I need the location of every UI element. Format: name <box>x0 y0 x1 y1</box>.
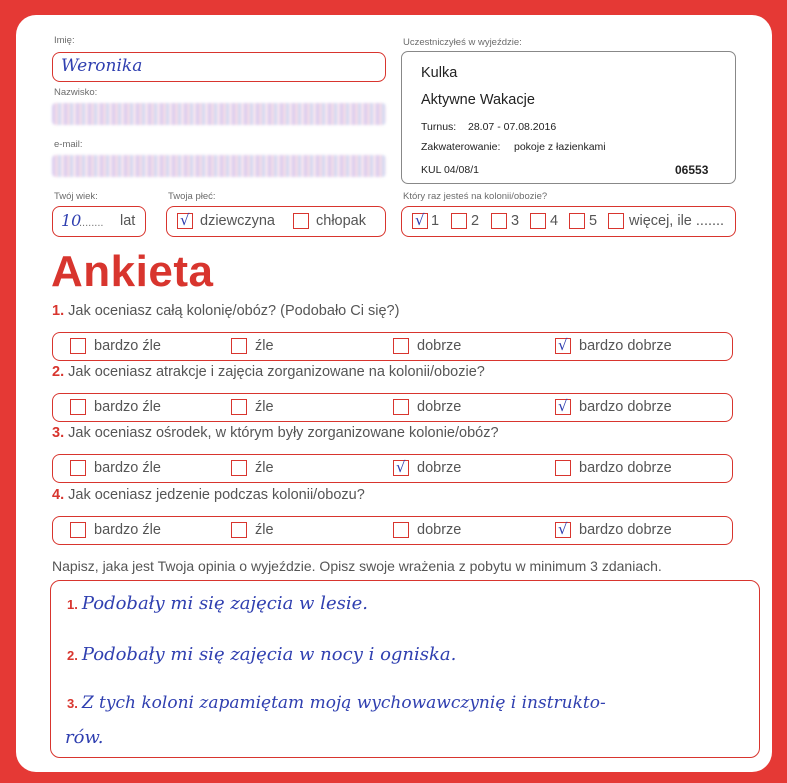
email-label: e-mail: <box>54 139 83 150</box>
answer-option-label: źle <box>255 338 274 354</box>
check-mark-icon: √ <box>558 520 568 538</box>
answer-checkbox[interactable] <box>393 399 409 415</box>
question-number: 4. <box>52 487 65 503</box>
trip-stamp <box>401 51 736 184</box>
answer-checkbox[interactable] <box>393 338 409 354</box>
stamp-line-2: Aktywne Wakacje <box>421 92 535 108</box>
times-option-1: 1 <box>431 213 440 229</box>
surname-redacted <box>52 103 386 125</box>
question-number: 3. <box>52 425 65 441</box>
name-label: Imię: <box>54 35 75 46</box>
answer-row-4 <box>52 516 733 545</box>
answer-option-label: źle <box>255 460 274 476</box>
answer-checkbox[interactable] <box>555 338 571 354</box>
answer-option-label: bardzo źle <box>94 522 161 538</box>
age-field[interactable] <box>52 206 146 237</box>
opinion-line-3 <box>67 693 606 713</box>
age-dots: ........ <box>79 217 104 229</box>
answer-checkbox[interactable] <box>555 522 571 538</box>
stamp-code: KUL 04/08/1 <box>421 164 479 176</box>
answer-checkbox[interactable] <box>70 338 86 354</box>
gender-label: Twoja płeć: <box>168 191 216 202</box>
times-option-more: więcej, ile ....... <box>629 213 725 229</box>
opinion-line-number: 3. <box>67 696 78 711</box>
answer-option-label: bardzo źle <box>94 399 161 415</box>
check-mark-icon: √ <box>180 211 190 229</box>
answer-option-label: dobrze <box>417 399 462 415</box>
times-checkbox-4[interactable] <box>530 213 546 229</box>
times-option-4: 4 <box>550 213 559 229</box>
question-number: 1. <box>52 303 65 319</box>
question-2 <box>52 364 485 380</box>
check-mark-icon: √ <box>396 458 406 476</box>
name-field[interactable] <box>52 52 386 82</box>
opinion-line-2 <box>67 644 456 665</box>
times-checkbox-1[interactable] <box>412 213 428 229</box>
answer-checkbox[interactable] <box>231 460 247 476</box>
answer-option-label: dobrze <box>417 338 462 354</box>
surname-label: Nazwisko: <box>54 87 98 98</box>
gender-checkbox-boy[interactable] <box>293 213 309 229</box>
stamp-accom-label: Zakwaterowanie: <box>421 141 501 153</box>
question-text: Jak oceniasz ośrodek, w którym były zorganizowane kolonie/obóz? <box>68 425 499 441</box>
answer-option-label: bardzo źle <box>94 460 161 476</box>
times-option-3: 3 <box>511 213 520 229</box>
answer-checkbox[interactable] <box>555 399 571 415</box>
times-option-2: 2 <box>471 213 480 229</box>
age-unit: lat <box>120 213 136 229</box>
question-1 <box>52 303 399 319</box>
stamp-turnus-label: Turnus: <box>421 121 457 133</box>
question-text: Jak oceniasz całą kolonię/obóz? (Podobało Ci się?) <box>68 303 400 319</box>
opinion-line-4 <box>65 727 103 748</box>
gender-option-boy: chłopak <box>316 213 366 229</box>
age-value: 10 <box>61 211 82 230</box>
stamp-accom-value: pokoje z łazienkami <box>514 141 606 153</box>
answer-checkbox[interactable] <box>231 399 247 415</box>
times-checkbox-2[interactable] <box>451 213 467 229</box>
gender-group <box>166 206 386 237</box>
check-mark-icon: √ <box>558 336 568 354</box>
times-checkbox-more[interactable] <box>608 213 624 229</box>
answer-option-label: źle <box>255 399 274 415</box>
opinion-box[interactable] <box>50 580 760 758</box>
answer-checkbox[interactable] <box>231 338 247 354</box>
question-number: 2. <box>52 364 65 380</box>
answer-checkbox[interactable] <box>231 522 247 538</box>
question-text: Jak oceniasz atrakcje i zajęcia zorganizowane na kolonii/obozie? <box>68 364 485 380</box>
participant-label: Uczestniczyłeś w wyjeździe: <box>403 37 522 48</box>
age-label: Twój wiek: <box>54 191 98 202</box>
opinion-line-1 <box>67 593 368 614</box>
opinion-line-text: Z tych koloni zapamiętam moją wychowawczynię i instrukto- <box>81 693 606 713</box>
check-mark-icon: √ <box>558 397 568 415</box>
times-group <box>401 206 736 237</box>
opinion-line-text: rów. <box>65 727 104 748</box>
answer-checkbox[interactable] <box>70 460 86 476</box>
survey-title: Ankieta <box>51 247 214 296</box>
answer-checkbox[interactable] <box>393 460 409 476</box>
survey-sheet <box>16 15 772 772</box>
answer-row-3 <box>52 454 733 483</box>
answer-option-label: bardzo dobrze <box>579 399 672 415</box>
opinion-line-text: Podobały mi się zajęcia w lesie. <box>81 593 368 614</box>
email-redacted <box>52 155 386 177</box>
answer-option-label: bardzo dobrze <box>579 338 672 354</box>
answer-option-label: dobrze <box>417 460 462 476</box>
times-option-5: 5 <box>589 213 598 229</box>
answer-option-label: dobrze <box>417 522 462 538</box>
times-checkbox-5[interactable] <box>569 213 585 229</box>
times-checkbox-3[interactable] <box>491 213 507 229</box>
name-value: Weronika <box>61 56 143 76</box>
stamp-line-1: Kulka <box>421 65 458 81</box>
answer-checkbox[interactable] <box>555 460 571 476</box>
times-label: Który raz jesteś na kolonii/obozie? <box>403 191 548 202</box>
question-4 <box>52 487 365 503</box>
gender-option-girl: dziewczyna <box>200 213 275 229</box>
opinion-line-text: Podobały mi się zajęcia w nocy i ogniska. <box>81 644 457 665</box>
answer-checkbox[interactable] <box>70 522 86 538</box>
answer-option-label: bardzo źle <box>94 338 161 354</box>
answer-row-2 <box>52 393 733 422</box>
answer-option-label: bardzo dobrze <box>579 460 672 476</box>
answer-checkbox[interactable] <box>393 522 409 538</box>
answer-row-1 <box>52 332 733 361</box>
stamp-number: 06553 <box>675 163 709 177</box>
opinion-line-number: 2. <box>67 648 78 663</box>
opinion-line-number: 1. <box>67 597 78 612</box>
answer-option-label: źle <box>255 522 274 538</box>
answer-option-label: bardzo dobrze <box>579 522 672 538</box>
stamp-turnus-value: 28.07 - 07.08.2016 <box>468 121 557 133</box>
gender-checkbox-girl[interactable] <box>177 213 193 229</box>
question-3 <box>52 425 499 441</box>
opinion-prompt: Napisz, jaka jest Twoja opinia o wyjeździe. Opisz swoje wrażenia z pobytu w minimum 3 zdaniach. <box>52 558 662 574</box>
answer-checkbox[interactable] <box>70 399 86 415</box>
check-mark-icon: √ <box>415 211 425 229</box>
question-text: Jak oceniasz jedzenie podczas kolonii/obozu? <box>68 487 365 503</box>
